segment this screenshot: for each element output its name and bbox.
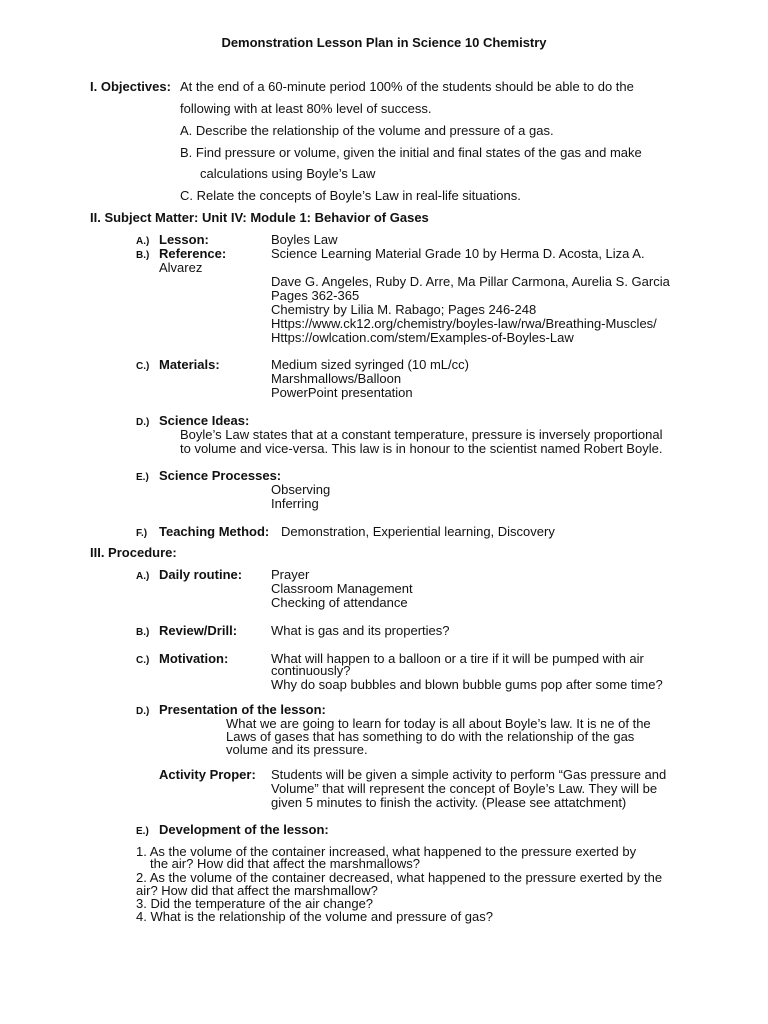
materials-item: Medium sized syringed (10 mL/cc): [271, 357, 469, 372]
reference-line6: Https://owlcation.com/stem/Examples-of-Boyles-Law: [271, 330, 574, 345]
science-ideas-line2: to volume and vice-versa. This law is in honour to the scientist named Robert Boyle.: [180, 441, 663, 456]
reference-marker: B.): [136, 250, 150, 261]
activity-line2: Volume” that will represent the concept of Boyle’s Law. They will be: [271, 781, 658, 796]
lesson-label: Lesson:: [159, 232, 209, 247]
science-ideas-label: Science Ideas:: [159, 413, 250, 428]
development-question: air? How did that affect the marshmallow?: [136, 883, 378, 898]
objective-b-line1: B. Find pressure or volume, given the initial and final states of the gas and make: [180, 145, 642, 160]
presentation-line3: volume and its pressure.: [226, 742, 368, 757]
reference-line2: Dave G. Angeles, Ruby D. Arre, Ma Pillar Carmona, Aurelia S. Garcia: [271, 274, 670, 289]
presentation-marker: D.): [136, 706, 150, 717]
development-question: 1. As the volume of the container increased, what happened to the pressure exerted by: [136, 844, 637, 859]
motivation-line2: continuously?: [271, 663, 351, 678]
science-process-item: Inferring: [271, 496, 319, 511]
reference-label: Reference:: [159, 246, 227, 261]
reference-line4: Chemistry by Lilia M. Rabago; Pages 246-248: [271, 302, 537, 317]
activity-line3: given 5 minutes to finish the activity. (Please see attatchment): [271, 795, 627, 810]
procedure-heading: III. Procedure:: [90, 545, 177, 560]
objective-a: A. Describe the relationship of the volume and pressure of a gas.: [180, 123, 554, 138]
materials-item: Marshmallows/Balloon: [271, 371, 402, 386]
presentation-label: Presentation of the lesson:: [159, 702, 326, 717]
development-marker: E.): [136, 826, 149, 837]
objective-b-line2: calculations using Boyle’s Law: [200, 166, 376, 181]
teaching-method-marker: F.): [136, 528, 148, 539]
materials-label: Materials:: [159, 357, 220, 372]
objectives-intro-line2: following with at least 80% level of success.: [180, 101, 432, 116]
daily-routine-item: Classroom Management: [271, 581, 413, 596]
daily-routine-marker: A.): [136, 571, 150, 582]
subject-matter-heading: II. Subject Matter: Unit IV: Module 1: Behavior of Gases: [90, 210, 429, 225]
development-question: 3. Did the temperature of the air change?: [136, 896, 374, 911]
daily-routine-item: Prayer: [271, 567, 310, 582]
development-question: 2. As the volume of the container decreased, what happened to the pressure exerted by the: [136, 870, 663, 885]
materials-marker: C.): [136, 361, 150, 372]
lesson-value: Boyles Law: [271, 232, 338, 247]
objectives-intro-line1: At the end of a 60-minute period 100% of the students should be able to do the: [180, 79, 634, 94]
science-ideas-line1: Boyle’s Law states that at a constant temperature, pressure is inversely proportional: [180, 427, 663, 442]
review-label: Review/Drill:: [159, 623, 238, 638]
reference-line5: Https://www.ck12.org/chemistry/boyles-law/rwa/Breathing-Muscles/: [271, 316, 657, 331]
science-ideas-marker: D.): [136, 417, 150, 428]
materials-item: PowerPoint presentation: [271, 385, 413, 400]
page-title: Demonstration Lesson Plan in Science 10 Chemistry: [221, 35, 547, 50]
teaching-method-label: Teaching Method:: [159, 524, 270, 539]
review-marker: B.): [136, 627, 150, 638]
science-processes-marker: E.): [136, 472, 149, 483]
teaching-method-value: Demonstration, Experiential learning, Discovery: [281, 524, 555, 539]
daily-routine-label: Daily routine:: [159, 567, 243, 582]
science-processes-label: Science Processes:: [159, 468, 282, 483]
reference-line3: Pages 362-365: [271, 288, 360, 303]
science-process-item: Observing: [271, 482, 331, 497]
daily-routine-item: Checking of attendance: [271, 595, 408, 610]
development-label: Development of the lesson:: [159, 822, 329, 837]
reference-wrap: Alvarez: [159, 260, 203, 275]
motivation-marker: C.): [136, 655, 150, 666]
presentation-line2: Laws of gases that has something to do with the relationship of the gas: [226, 729, 635, 744]
lesson-marker: A.): [136, 236, 150, 247]
presentation-line1: What we are going to learn for today is all about Boyle’s law. It is ne of the: [226, 716, 651, 731]
review-value: What is gas and its properties?: [271, 623, 450, 638]
activity-line1: Students will be given a simple activity to perform “Gas pressure and: [271, 767, 667, 782]
objective-c: C. Relate the concepts of Boyle’s Law in real-life situations.: [180, 188, 521, 203]
development-question: 4. What is the relationship of the volume and pressure of gas?: [136, 909, 493, 924]
development-question: the air? How did that affect the marshmallows?: [150, 856, 421, 871]
reference-line1: Science Learning Material Grade 10 by Herma D. Acosta, Liza A.: [271, 246, 645, 261]
objectives-label: I. Objectives:: [90, 79, 171, 94]
motivation-line1: What will happen to a balloon or a tire if it will be pumped with air: [271, 651, 644, 666]
motivation-label: Motivation:: [159, 651, 229, 666]
activity-label: Activity Proper:: [159, 767, 256, 782]
motivation-line3: Why do soap bubbles and blown bubble gums pop after some time?: [271, 677, 663, 692]
